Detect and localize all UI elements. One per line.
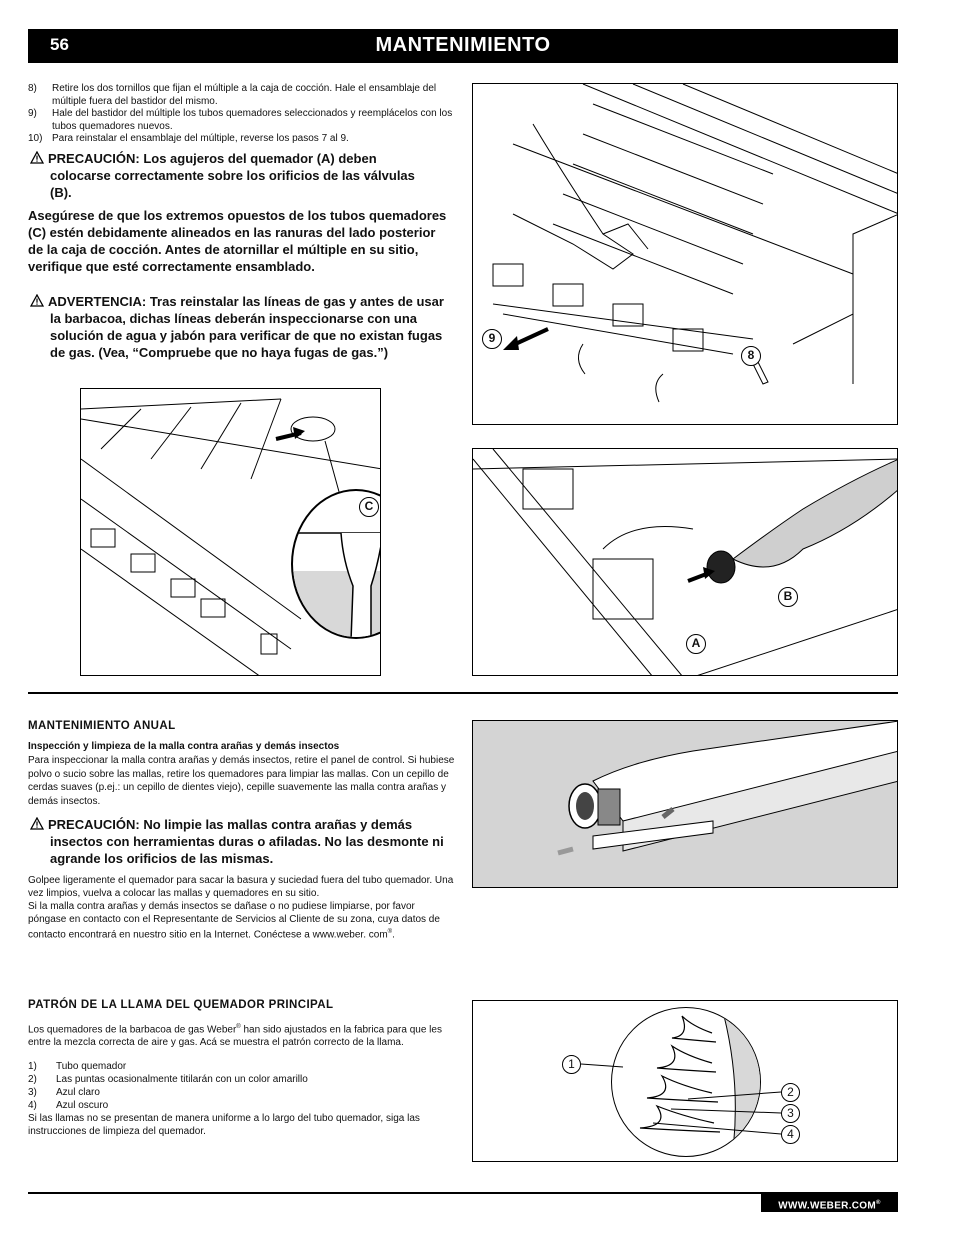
callout-b: B — [778, 587, 798, 607]
damaged-screen-paragraph: Si la malla contra arañas y demás insectos se dañase o no pudiese limpiarse, por favor póngase en contacto con el Representante de Servicios al Cliente de su zona, cuya datos de contacto encontrará en nuestro sitio en la Internet. Conéctese a www.weber. com®. — [28, 901, 440, 941]
annual-maintenance-heading: MANTENIMIENTO ANUAL — [28, 720, 176, 732]
figure-valve-orifice — [472, 448, 898, 676]
flame-pattern-heading: PATRÓN DE LA LLAMA DEL QUEMADOR PRINCIPAL — [28, 999, 334, 1011]
warning-icon — [30, 817, 44, 830]
figure-brush-cleaning — [472, 720, 898, 888]
caution-screens: PRECAUCIÓN: No limpie las mallas contra arañas y demás insectos con herramientas duras o afiladas. No las desmonte ni agrande los orificios de las mismas. — [30, 816, 450, 867]
warning-icon — [30, 151, 44, 164]
flame-closing-paragraph: Si las llamas no se presentan de manera uniforme a lo largo del tubo quemador, siga las instrucciones de limpieza del quemador. — [28, 1113, 420, 1137]
callout-9: 9 — [482, 329, 502, 349]
flame-leader-lines — [473, 1001, 898, 1162]
list-item: 4) Azul oscuro — [28, 1100, 109, 1111]
list-item: 1) Tubo quemador — [28, 1061, 127, 1072]
tap-burner-paragraph: Golpee ligeramente el quemador para sacar la basura y suciedad fuera del tubo quemador. Una vez limpios, vuelva a colocar las mallas y quemadores en su sitio. — [28, 875, 454, 899]
inspect-paragraph: Para inspeccionar la malla contra arañas y demás insectos, retire el panel de control. Si hubiese polvo o sucio sobre las mallas, retire los quemadores para limpiar las mallas. Con un cepillo de cerdas suaves (p.ej.: un cepillo de dientes viejo), cepille suavemente las malla contra arañas y demás insectos. — [28, 755, 455, 807]
section-divider — [28, 692, 898, 694]
spider-screen-subheading: Inspección y limpieza de la malla contra arañas y demás insectos — [28, 741, 340, 752]
figure-burner-alignment — [80, 388, 381, 676]
callout-8: 8 — [741, 346, 761, 366]
flame-intro-paragraph: Los quemadores de la barbacoa de gas Weber® han sido ajustados en la fabrica para que les entre la mezcla correcta de aire y gas. Acá se muestra el patrón correcto de la llama. — [28, 1024, 442, 1049]
step-item: 9) Hale del bastidor del múltiple los tubos quemadores seleccionados y reemplácelos con los tubos quemadores nuevos. — [28, 108, 453, 132]
warning-icon — [30, 294, 44, 307]
list-item: 3) Azul claro — [28, 1087, 100, 1098]
callout-2: 2 — [781, 1083, 800, 1102]
figure-manifold-removal — [472, 83, 898, 425]
callout-a: A — [686, 634, 706, 654]
list-item: 2) Las puntas ocasionalmente titilarán con un color amarillo — [28, 1074, 308, 1085]
page-header — [28, 29, 898, 63]
footer-url[interactable]: WWW.WEBER.COM® — [761, 1194, 898, 1212]
caution-burner-holes: PRECAUCIÓN: Los agujeros del quemador (A) deben colocarse correctamente sobre los orificios de las válvulas (B). — [30, 150, 430, 201]
ensure-alignment-paragraph: Asegúrese de que los extremos opuestos de los tubos quemadores (C) estén debidamente alineados en las ranuras del lado posterior de la caja de cocción. Antes de atornillar el múltiple en su sitio, verifique que esté correctamente ensamblado. — [28, 208, 447, 274]
flame-parts-list — [28, 1060, 456, 1112]
steps-list — [28, 83, 458, 146]
callout-4: 4 — [781, 1125, 800, 1144]
step-item: 10) Para reinstalar el ensamblaje del múltiple, reverse los pasos 7 al 9. — [28, 133, 349, 144]
callout-c: C — [359, 497, 379, 517]
callout-3: 3 — [781, 1104, 800, 1123]
figure-flame-pattern — [472, 1000, 898, 1162]
page-number: 56 — [50, 35, 69, 54]
callout-1: 1 — [562, 1055, 581, 1074]
page-title: MANTENIMIENTO — [375, 34, 551, 56]
warning-gas-lines: ADVERTENCIA: Tras reinstalar las líneas de gas y antes de usar la barbacoa, dichas líneas deberán inspeccionarse con una solución de agua y jabón para verificar de que no existan fugas de gas. (Vea, “Compruebe que no haya fugas de gas.”) — [30, 293, 450, 361]
step-item: 8) Retire los dos tornillos que fijan el múltiple a la caja de cocción. Hale el ensamblaje del múltiple fuera del bastidor del mismo. — [28, 83, 437, 107]
